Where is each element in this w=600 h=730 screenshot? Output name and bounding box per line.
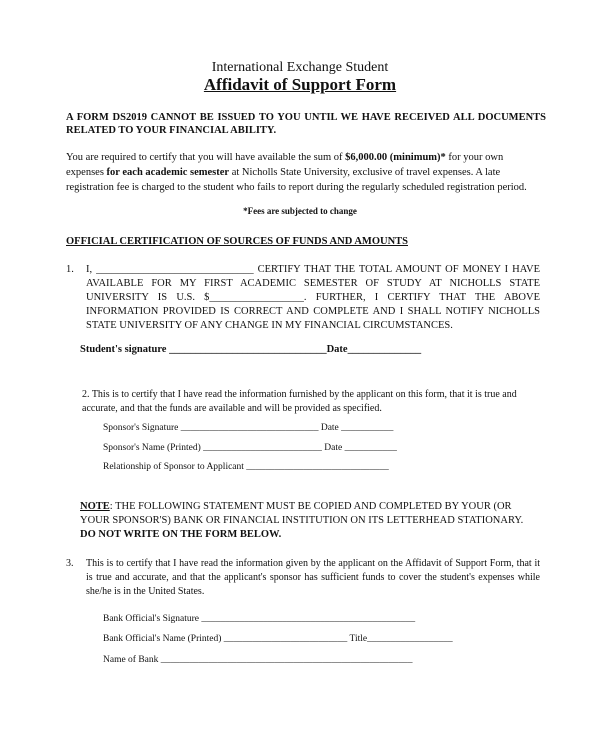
form-title: Affidavit of Support Form (203, 75, 397, 94)
bank-note (80, 500, 540, 542)
intro-text-1: You are required to certify that you will have available the sum of (66, 152, 346, 163)
item-2-text: 2. This is to certify that I have read the information furnished by the applicant on this form, that it is true and accurate, and that the funds are available and will be provided as specified. (82, 389, 517, 414)
section-heading: OFFICIAL CERTIFICATION OF SOURCES OF FUNDS AND AMOUNTS (66, 236, 408, 247)
student-signature-line: Student's signature ______________________________Date______________ (80, 344, 422, 355)
certification-item-1 (66, 263, 540, 333)
sponsor-name-line: Sponsor's Name (Printed) _________________________ Date ___________ (103, 443, 397, 453)
bank-name-line: Name of Bank _____________________________________________________ (103, 655, 413, 665)
intro-text-2: for your own expenses (66, 152, 504, 178)
note-text: : THE FOLLOWING STATEMENT MUST BE COPIED AND COMPLETED BY YOUR (OR YOUR SPONSOR'S) BANK OR FINANCIAL INSTITUTION ON ITS LETTERHEAD STATIONARY. (80, 501, 524, 526)
per-semester-text: for each academic semester (106, 167, 230, 178)
item-number: 1. (66, 264, 74, 275)
sponsor-relationship-line: Relationship of Sponsor to Applicant ______________________________ (103, 462, 389, 472)
intro-paragraph (66, 150, 540, 195)
certification-item-3 (66, 557, 540, 599)
intro-text-3: at Nicholls State University, exclusive of travel expenses. A late registration fee is charged to the student who fails to report during the regularly scheduled registration period. (66, 167, 527, 193)
bank-official-signature-line: Bank Official's Signature _____________________________________________ (103, 614, 416, 624)
item-number: 3. (66, 558, 74, 569)
item-3-text: This is to certify that I have read the information given by the applicant on the Affidavit of Support Form, that it is true and accurate, and that the applicant's sponsor has sufficient funds to cover the student's expenses while she/he is in the United States. (86, 558, 540, 597)
sponsor-signature-line: Sponsor's Signature _____________________________ Date ___________ (103, 423, 394, 433)
document-title: International Exchange Student (211, 60, 389, 75)
note-warning: DO NOT WRITE ON THE FORM BELOW. (80, 529, 282, 540)
item-1-text: I, ______________________________ CERTIFY THAT THE TOTAL AMOUNT OF MONEY I HAVE AVAILABLE FOR MY FIRST ACADEMIC SEMESTER OF STUDY AT NICHOLLS STATE UNIVERSITY IS U.S. $__________________. FURTHER, I CERTIFY THAT THE ABOVE INFORMATION PROVIDED IS CORRECT AND COMPLETE AND I SHALL NOTIFY NICHOLLS STATE UNIVERSITY OF ANY CHANGE IN MY FINANCIAL CIRCUMSTANCES. (86, 264, 540, 331)
bank-official-name-line: Bank Official's Name (Printed) __________________________ Title__________________ (103, 634, 453, 644)
ds2019-notice: A FORM DS2019 CANNOT BE ISSUED TO YOU UNTIL WE HAVE RECEIVED ALL DOCUMENTS RELATED TO YOUR FINANCIAL ABILITY. (66, 112, 546, 136)
fees-note: *Fees are subjected to change (243, 206, 357, 216)
note-label: NOTE (80, 501, 110, 512)
minimum-amount: $6,000.00 (minimum)* (345, 152, 446, 163)
certification-item-2 (66, 388, 546, 416)
